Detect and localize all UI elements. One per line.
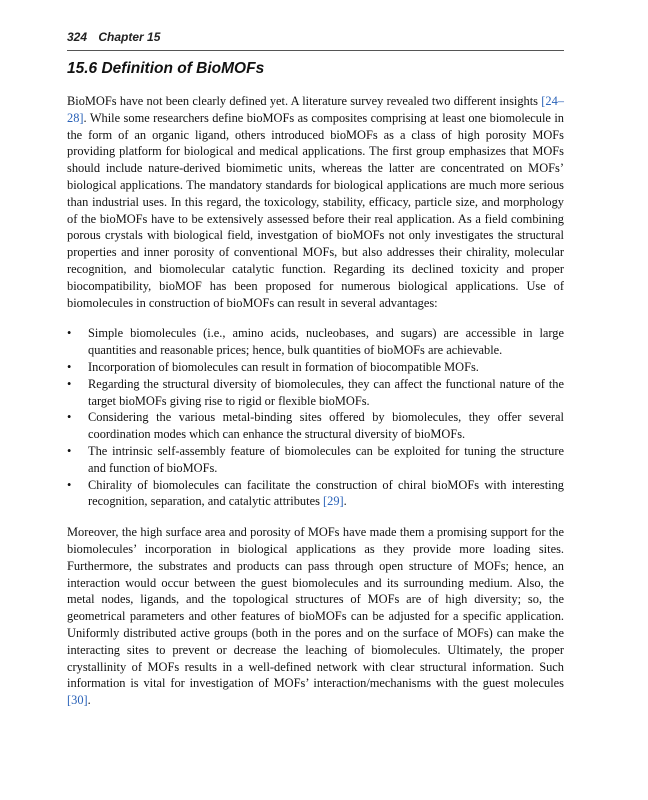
advantages-list [67,325,564,510]
body-text [67,93,564,709]
list-item [67,477,564,511]
list-item-text: Considering the various metal-binding sites offered by biomolecules, they offer several coordination modes which can enhance the structural diversity of bioMOFs. [88,410,564,442]
list-item-text-a: Chirality of biomolecules can facilitate the construction of chiral bioMOFs with interesting recognition, separation, and catalytic attributes [88,477,564,509]
paragraph-support-text-b: . [87,693,91,708]
list-item [67,443,564,477]
paragraph-support-text-a: Moreover, the high surface area and porosity of MOFs have made them a promising support for the biomolecules’ incorporation in biological applications as they provide more loading sites. Furthermore, the substrates and products can pass through open structure of MOFs; hence, an interaction would occur between the guest biomolecules and its surrounding medium. Also, the metal nodes, ligands, and the topological structures of MOFs are of high diversity; so, the geometrical parameters and other features of bioMOFs can be adjusted for a specific application. Uniformly distributed active groups (both in the pores and on the surface of MOFs) can make the interacting sites to prevent or decrease the leaching of biomolecules. Ultimately, the proper crystallinity of MOFs results in a well-defined network with clear structural information. Such information is vital for investigation of MOFs’ interaction/mechanisms with the guest molecules [67,525,564,691]
bullet-icon: • [67,410,72,425]
bullet-icon: • [67,477,72,492]
bullet-icon: • [67,359,72,374]
paragraph-intro-text-b: . While some researchers define bioMOFs as composites comprising at least one biomolecule in the form of an organic ligand, others introduced bioMOFs as a class of high porosity MOFs providing platform for biological and medical applications. The first group emphasizes that MOFs should include nature-derived biomimetic units, whereas the latter are concentrated on MOFs’ biological applications. The mandatory standards for biological applications are much more serious than industrial uses. In this regard, the toxicology, stability, efficacy, particle size, and morphology of the bioMOFs have to be extensively assessed before their real application. As a field combining porous crystals with biological field, investgation of bioMOFs not only investigates the structural properties and inner porosity of conventional MOFs, but also addresses their chirality, molecular recognition, and biomolecular catalytic function. Regarding its declined toxicity and proper biocompatibility, bioMOF has been proposed for numerous biological applications. Use of biomolecules in construction of bioMOFs can result in several advantages: [67,110,564,310]
paragraph-intro [67,93,564,311]
section-title: 15.6 Definition of BioMOFs [67,60,265,77]
list-item-text: Simple biomolecules (i.e., amino acids, nucleobases, and sugars) are accessible in large quantities and reasonable prices; hence, bulk quantities of bioMOFs are achievable. [88,326,564,358]
list-item-text: Incorporation of biomolecules can result in formation of biocompatible MOFs. [88,359,479,374]
citation-link-29[interactable]: [29] [323,494,344,509]
list-item [67,325,564,359]
citation-link-24-28[interactable]: [24–28] [67,94,564,125]
list-item [67,359,564,376]
list-item [67,409,564,443]
list-item-text-b: . [343,494,347,509]
bullet-icon: • [67,443,72,458]
bullet-icon: • [67,376,72,391]
chapter-label: Chapter 15 [98,30,161,44]
paragraph-intro-text-a: BioMOFs have not been clearly defined yet. A literature survey revealed two different insights [67,94,542,108]
list-item [67,376,564,410]
running-header [67,30,564,51]
list-item-text: Regarding the structural diversity of biomolecules, they can affect the functional nature of the target bioMOFs giving rise to rigid or flexible bioMOFs. [88,376,564,408]
list-item-text: The intrinsic self-assembly feature of biomolecules can be exploited for tuning the structure and function of bioMOFs. [88,443,564,475]
bullet-icon: • [67,326,72,341]
citation-link-30[interactable]: [30] [67,693,88,708]
page-number: 324 [67,30,88,44]
paragraph-support [67,524,564,709]
